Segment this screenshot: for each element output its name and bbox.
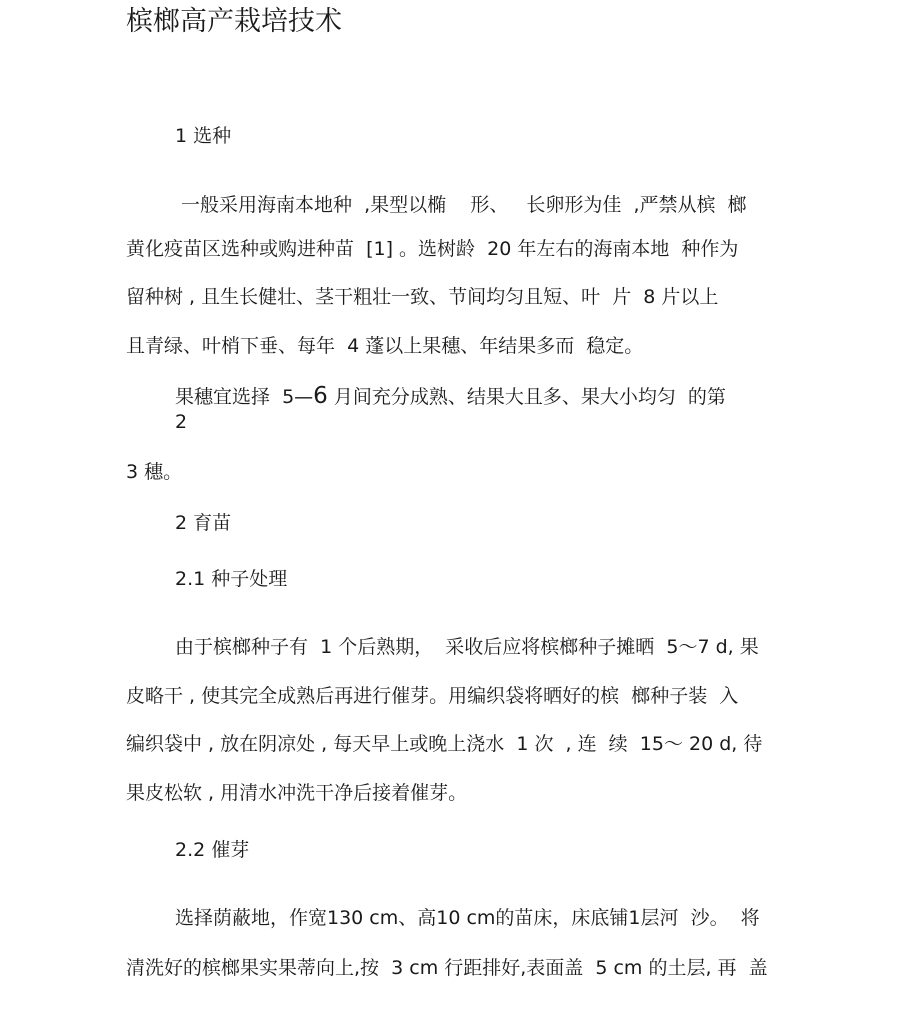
paragraph-text: 月间充分成熟、结果大且多、果大小均匀 的第	[327, 386, 726, 408]
paragraph-line: 由于槟榔种子有 1 个后熟期， 采收后应将槟榔种子摊晒 5～7 d, 果	[175, 636, 759, 658]
paragraph-line: 黄化疫苗区选种或购进种苗 [1] 。选树龄 20 年左右的海南本地 种作为	[126, 238, 739, 260]
paragraph-line: 2	[175, 411, 188, 433]
paragraph-line: 果皮松软 , 用清水冲洗干净后接着催芽。	[126, 782, 468, 804]
paragraph-line: 留种树 , 且生长健壮、茎干粗壮一致、节间均匀且短、叶 片 8 片以上	[126, 286, 719, 308]
subsection-heading: 2.2 催芽	[175, 839, 250, 861]
section-heading-1: 1 选种	[175, 125, 232, 147]
section-heading-2: 2 育苗	[175, 512, 232, 534]
paragraph-line: 皮略干 , 使其完全成熟后再进行催芽。用编织袋将晒好的槟 榔种子装 入	[126, 685, 739, 707]
paragraph-text: 果穗宜选择 5—	[175, 386, 314, 408]
paragraph-line: 编织袋中 , 放在阴凉处 , 每天早上或晚上浇水 1 次 , 连 续 15～ 20 d, 待	[126, 733, 763, 755]
paragraph-line: 清洗好的槟榔果实果蒂向上,按 3 cm 行距排好,表面盖 5 cm 的土层, 再 盖	[126, 957, 768, 979]
paragraph-line: 且青绿、叶梢下垂、每年 4 蓬以上果穗、年结果多而 稳定。	[126, 335, 644, 357]
paragraph-digit: 6	[313, 383, 328, 409]
document-title: 槟榔高产栽培技术	[126, 6, 342, 37]
paragraph-line	[175, 383, 726, 410]
paragraph-line: 一般采用海南本地种 ,果型以椭 形、 长卵形为佳 ,严禁从槟 榔	[175, 194, 747, 216]
subsection-heading: 2.1 种子处理	[175, 568, 288, 590]
paragraph-line: 选择荫蔽地，作宽130 cm、高10 cm的苗床，床底铺1层河 沙。 将	[175, 907, 760, 929]
paragraph-line: 3 穗。	[126, 461, 183, 483]
